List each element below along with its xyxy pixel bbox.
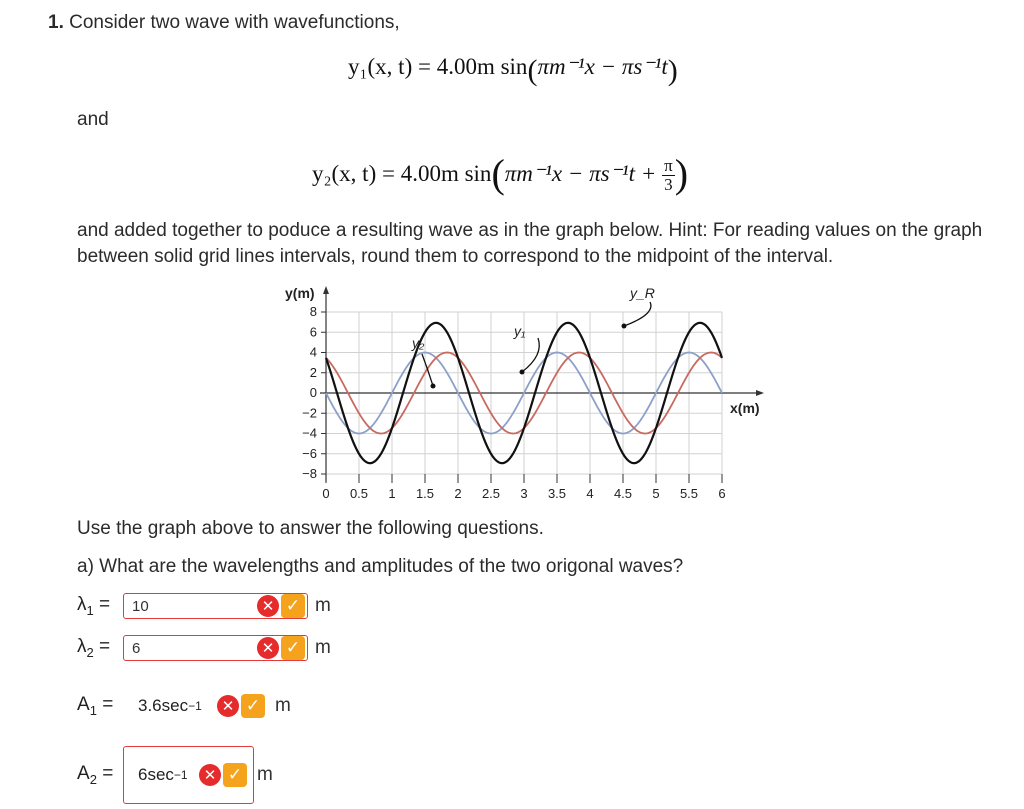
checkmark-icon[interactable]: ✓ xyxy=(281,636,305,660)
unit-label: m xyxy=(315,595,331,616)
x-circle-icon: ✕ xyxy=(257,637,279,659)
y-tick-label: 8 xyxy=(309,304,317,319)
question-description: and added together to poduce a resulting wave as in the graph below. Hint: For reading values on the graph between solid grid lines intervals, round them to correspond to the midpoint of the interval. xyxy=(77,220,983,267)
x-tick-label: 3 xyxy=(520,486,528,501)
pi-over-3-fraction: $\frac{\pi}{3}$ xyxy=(664,156,673,195)
equation-y2: y₂(x, t) = 4.00m sin(πm⁻¹x − πs⁻¹t + $\frac{\pi}{3}$ ) xyxy=(312,151,689,196)
checkmark-icon[interactable]: ✓ xyxy=(223,763,247,787)
annotation-arrow-0 xyxy=(422,354,433,386)
answer-row-lambda1 xyxy=(77,593,331,619)
question-number: 1. xyxy=(48,12,64,33)
question-intro: Consider two wave with wavefunctions, xyxy=(69,12,400,33)
y-tick-label: 4 xyxy=(309,344,317,360)
x-axis-arrow xyxy=(756,390,764,396)
x-tick-label: 5 xyxy=(652,486,660,501)
y-tick-label: 6 xyxy=(309,324,317,340)
x-tick-label: 6 xyxy=(718,486,726,501)
lambda1-input[interactable]: 10 xyxy=(123,593,308,619)
x-tick-label: 3.5 xyxy=(547,486,567,501)
x-axis-label: x(m) xyxy=(730,400,760,416)
answer-row-A1 xyxy=(77,680,291,732)
x-tick-label: 1.5 xyxy=(415,486,435,501)
x-tick-label: 5.5 xyxy=(679,486,699,501)
answer-label: $A_1$ = xyxy=(77,694,114,718)
answer-label: $\lambda_1$ = xyxy=(77,594,111,618)
y-tick-label: −6 xyxy=(302,445,317,461)
and-label: and xyxy=(77,109,109,130)
unit-label: m xyxy=(315,637,331,658)
x-tick-label: 0.5 xyxy=(349,486,369,501)
y-tick-label: −8 xyxy=(302,466,317,481)
annotation-arrowhead-1 xyxy=(520,370,525,375)
answer-label: $\lambda_2$ = xyxy=(77,636,111,660)
x-tick-label: 2 xyxy=(454,486,462,501)
x-tick-label: 2.5 xyxy=(481,486,501,501)
equation-y1: y₁(x, t) = 4.00m sin(πm⁻¹x − πs⁻¹t) xyxy=(348,54,678,87)
y-tick-label: 2 xyxy=(309,364,317,380)
part-a-intro: Use the graph above to answer the following questions. xyxy=(77,518,544,539)
x-circle-icon: ✕ xyxy=(257,595,279,617)
unit-label: m xyxy=(257,764,273,785)
lambda2-input[interactable]: 6 xyxy=(123,635,308,661)
y-axis-label: y(m) xyxy=(285,285,315,301)
y-tick-label: −2 xyxy=(302,405,317,421)
y-axis-arrow xyxy=(323,286,329,294)
answer-row-A2 xyxy=(77,746,273,804)
x-tick-label: 0 xyxy=(322,486,330,501)
answer-row-lambda2 xyxy=(77,635,331,661)
x-tick-label: 4 xyxy=(586,486,594,501)
A2-input[interactable]: 6sec −1 xyxy=(123,746,254,804)
annotation-label-2: y_R xyxy=(630,285,655,301)
x-tick-label: 4.5 xyxy=(613,486,633,501)
y-tick-label: −4 xyxy=(302,425,317,441)
question-header xyxy=(48,12,400,34)
unit-label: m xyxy=(275,695,291,716)
x-circle-icon: ✕ xyxy=(199,764,221,786)
wave-graph xyxy=(270,282,770,512)
annotation-arrow-1 xyxy=(522,338,539,372)
checkmark-icon[interactable]: ✓ xyxy=(241,694,265,718)
annotation-arrow-2 xyxy=(624,302,651,326)
annotation-label-1: y₁ xyxy=(514,323,526,339)
annotation-arrowhead-0 xyxy=(431,384,436,389)
annotation-label-0: y₂ xyxy=(412,335,425,351)
A1-input[interactable]: 3.6sec −1 xyxy=(123,680,272,732)
checkmark-icon[interactable]: ✓ xyxy=(281,594,305,618)
x-circle-icon: ✕ xyxy=(217,695,239,717)
part-a-question: a) What are the wavelengths and amplitudes of the two origonal waves? xyxy=(77,556,684,577)
y-tick-label: 0 xyxy=(309,385,317,400)
annotation-arrowhead-2 xyxy=(622,324,627,329)
x-tick-label: 1 xyxy=(388,486,396,501)
answer-label: $A_2$ = xyxy=(77,763,114,787)
